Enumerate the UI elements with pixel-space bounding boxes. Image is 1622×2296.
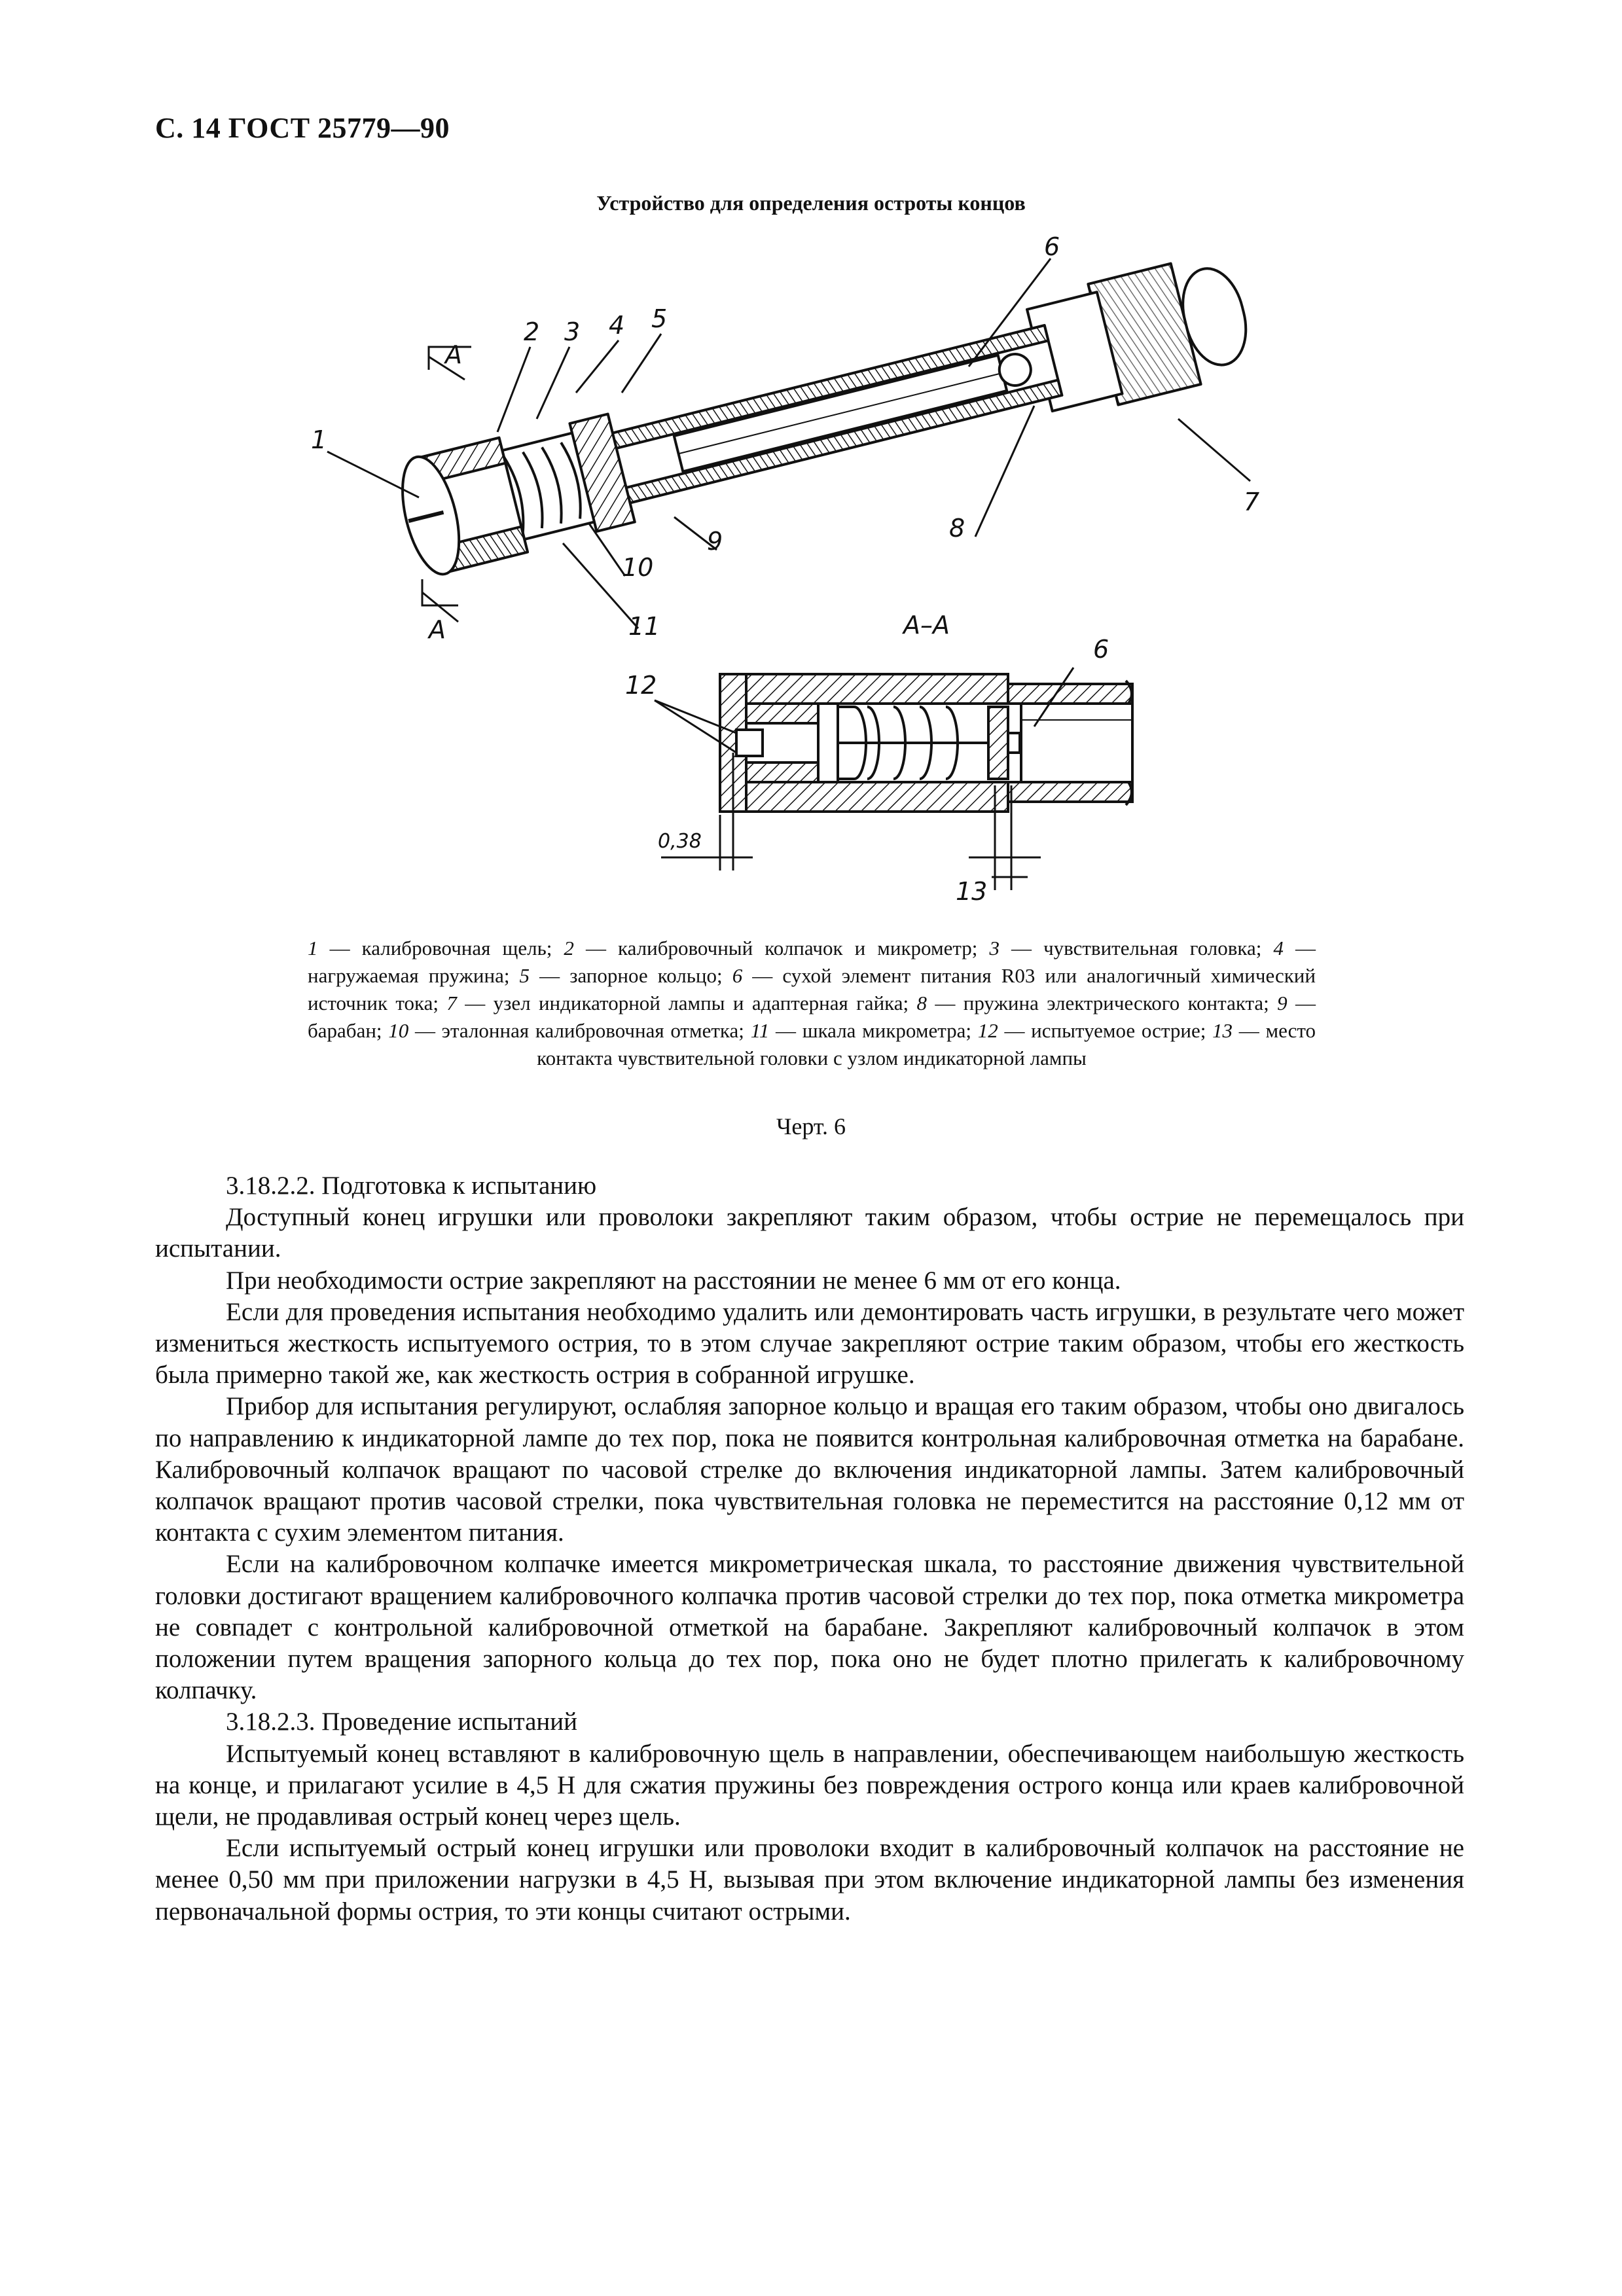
legend-item: 10 — эталонная калибровочная отметка; — [388, 1019, 751, 1042]
legend-item: 7 — узел индикаторной лампы и адаптерная гайка; — [446, 992, 917, 1014]
legend-item: 11 — шкала микрометра; — [750, 1019, 978, 1042]
legend-item: 2 — калибровочный колпачок и микрометр; — [564, 937, 990, 960]
section-callout-13: 13 — [956, 877, 988, 906]
paragraph: Прибор для испытания регулируют, ослабляя запорное кольцо и вращая его таким образом, чтобы оно двигалось по направлению к индикаторной лампе до тех пор, пока не появится контрольная калибровочная отметка на барабане. Калибровочный колпачок вращают по часовой стрелке до включения индикаторной лампы. Затем калибровочный колпачок вращают против часовой стрелки, пока чувствительная головка не переместится на расстояние 0,12 мм от контакта с сухим элементом питания. — [155, 1392, 1464, 1547]
legend-item: 4 — нагружаемая пружина; — [308, 937, 1316, 987]
legend-item: 12 — испытуемое острие; — [977, 1019, 1213, 1042]
device-isometric — [391, 249, 1258, 580]
figure-title: Устройство для определения остроты концов — [596, 191, 1026, 215]
legend-item: 9 — барабан; — [308, 992, 1316, 1042]
section-mark-bottom: А — [429, 615, 446, 644]
legend-item: 8 — пружина электрического контакта; — [916, 992, 1278, 1014]
callout-1: 1 — [311, 425, 327, 454]
legend-item: 1 — калибровочная щель; — [308, 937, 564, 960]
legend-item: 6 — сухой элемент питания R03 или аналогичный химический источник тока; — [308, 964, 1316, 1014]
callout-7: 7 — [1244, 488, 1260, 516]
body-text — [155, 1170, 1464, 1928]
page-header: С. 14 ГОСТ 25779—90 — [155, 112, 450, 144]
callout-10: 10 — [622, 553, 654, 582]
section-heading: 3.18.2.3. Проведение испытаний — [226, 1708, 578, 1736]
callout-8: 8 — [949, 514, 965, 543]
callout-3: 3 — [564, 317, 581, 346]
section-heading: 3.18.2.2. Подготовка к испытанию — [226, 1172, 597, 1200]
callout-5: 5 — [651, 304, 668, 333]
section-title: А–А — [903, 611, 950, 639]
callout-11: 11 — [628, 612, 660, 641]
section-view — [655, 668, 1132, 890]
figure-legend — [308, 935, 1316, 1072]
paragraph: Испытуемый конец вставляют в калибровочную щель в направлении, обеспечивающем наибольшую жесткость на конце, и прилагают усилие в 4,5 Н для сжатия пружины без повреждения острого конца или краев калибровочной щели, не продавливая острый конец через щель. — [155, 1739, 1464, 1831]
callout-2: 2 — [524, 317, 540, 346]
section-mark-top: А — [445, 340, 462, 369]
paragraph: Если испытуемый острый конец игрушки или проволоки входит в калибровочный колпачок на расстояние не менее 0,50 мм при приложении нагрузки в 4,5 Н, вызывая при этом включение индикаторной лампы без изменения первоначальной формы острия, то эти концы считают острыми. — [155, 1834, 1464, 1926]
paragraph: Если для проведения испытания необходимо удалить или демонтировать часть игрушки, в результате чего может измениться жесткость испытуемого острия, то в этом случае закрепляют острие таким образом, чтобы его жесткость была примерно такой же, как жесткость острия в собранной игрушке. — [155, 1297, 1464, 1390]
section-callout-12: 12 — [625, 671, 657, 700]
figure-caption: Черт. 6 — [776, 1113, 846, 1139]
paragraph: Доступный конец игрушки или проволоки закрепляют таким образом, чтобы острие не перемещалось при испытании. — [155, 1203, 1464, 1263]
paragraph: При необходимости острие закрепляют на расстоянии не менее 6 мм от его конца. — [226, 1266, 1121, 1295]
device-drawing — [0, 0, 1622, 929]
section-callout-6: 6 — [1093, 635, 1109, 664]
dimension-label: 0,38 — [658, 830, 702, 853]
legend-item: 3 — чувствительная головка; — [989, 937, 1274, 960]
callout-6: 6 — [1044, 232, 1060, 261]
callout-4: 4 — [609, 311, 625, 340]
paragraph: Если на калибровочном колпачке имеется микрометрическая шкала, то расстояние движения чувствительной головки достигают вращением калибровочного колпачка против часовой стрелки до тех пор, пока отметка микрометра не совпадет с контрольной калибровочной отметкой на барабане. Закрепляют калибровочный колпачок в этом положении путем вращения запорного кольца до тех пор, пока оно не будет плотно прилегать к калибровочному колпачку. — [155, 1550, 1464, 1705]
legend-item: 13 — место контакта чувствительной головки с узлом индикаторной лампы — [537, 1019, 1316, 1069]
legend-item: 5 — запорное кольцо; — [519, 964, 732, 987]
callout-9: 9 — [707, 527, 723, 556]
